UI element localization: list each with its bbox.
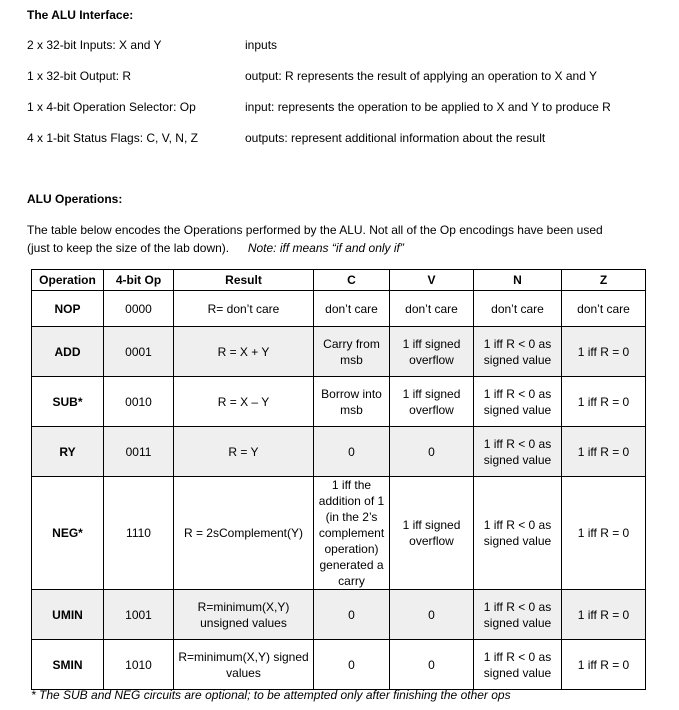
- operations-intro-line1: The table below encodes the Operations performed by the ALU. Not all of the Op encodings have been used: [27, 223, 603, 237]
- table-row: [32, 291, 646, 327]
- row-op-code: 1010: [104, 640, 174, 690]
- header-result: Result: [174, 270, 314, 291]
- row-flag-z: 1 iff R = 0: [562, 477, 646, 590]
- row-flag-c: 0: [314, 640, 390, 690]
- row-flag-c: 0: [314, 590, 390, 640]
- operations-table: [31, 269, 646, 690]
- row-flag-v: 1 iff signed overflow: [390, 477, 474, 590]
- table-row: [32, 640, 646, 690]
- row-operation: SMIN: [32, 640, 104, 690]
- row-op-code: 0001: [104, 327, 174, 377]
- operations-intro-text: (just to keep the size of the lab down).: [27, 241, 230, 255]
- row-result: R = 2sComplement(Y): [174, 477, 314, 590]
- row-flag-n: 1 iff R < 0 as signed value: [474, 427, 562, 477]
- row-result: R=minimum(X,Y) unsigned values: [174, 590, 314, 640]
- row-flag-v: 0: [390, 590, 474, 640]
- operations-intro-line2: [27, 241, 404, 255]
- row-result: R= don’t care: [174, 291, 314, 327]
- row-op-code: 0010: [104, 377, 174, 427]
- row-flag-c: Carry from msb: [314, 327, 390, 377]
- row-operation: SUB*: [32, 377, 104, 427]
- row-flag-n: 1 iff R < 0 as signed value: [474, 377, 562, 427]
- row-flag-z: 1 iff R = 0: [562, 640, 646, 690]
- row-flag-c: 0: [314, 427, 390, 477]
- row-operation: UMIN: [32, 590, 104, 640]
- interface-label-inputs: 2 x 32-bit Inputs: X and Y: [27, 38, 162, 52]
- row-flag-c: Borrow into msb: [314, 377, 390, 427]
- interface-desc-selector: input: represents the operation to be applied to X and Y to produce R: [245, 100, 611, 114]
- row-flag-c: 1 iff the addition of 1 (in the 2’s complement operation) generated a carry: [314, 477, 390, 590]
- interface-desc-output: output: R represents the result of applying an operation to X and Y: [245, 69, 598, 83]
- row-result: R=minimum(X,Y) signed values: [174, 640, 314, 690]
- footnote: * The SUB and NEG circuits are optional; to be attempted only after finishing the other ops: [31, 688, 511, 702]
- row-flag-n: 1 iff R < 0 as signed value: [474, 590, 562, 640]
- row-flag-v: 0: [390, 640, 474, 690]
- table-header-row: [32, 270, 646, 291]
- row-op-code: 0011: [104, 427, 174, 477]
- row-operation: NEG*: [32, 477, 104, 590]
- header-z: Z: [562, 270, 646, 291]
- row-operation: RY: [32, 427, 104, 477]
- row-flag-v: 1 iff signed overflow: [390, 327, 474, 377]
- row-operation: NOP: [32, 291, 104, 327]
- header-v: V: [390, 270, 474, 291]
- table-row: [32, 327, 646, 377]
- header-n: N: [474, 270, 562, 291]
- row-op-code: 1110: [104, 477, 174, 590]
- interface-title: The ALU Interface:: [27, 8, 134, 22]
- interface-label-selector: 1 x 4-bit Operation Selector: Op: [27, 100, 196, 114]
- row-flag-v: 0: [390, 427, 474, 477]
- table-row: [32, 590, 646, 640]
- row-flag-n: 1 iff R < 0 as signed value: [474, 477, 562, 590]
- table-row: [32, 427, 646, 477]
- row-flag-z: 1 iff R = 0: [562, 327, 646, 377]
- row-flag-n: 1 iff R < 0 as signed value: [474, 640, 562, 690]
- row-flag-n: 1 iff R < 0 as signed value: [474, 327, 562, 377]
- row-result: R = X – Y: [174, 377, 314, 427]
- interface-desc-inputs: inputs: [245, 38, 278, 52]
- header-c: C: [314, 270, 390, 291]
- row-flag-v: 1 iff signed overflow: [390, 377, 474, 427]
- row-flag-n: don’t care: [474, 291, 562, 327]
- row-result: R = Y: [174, 427, 314, 477]
- row-op-code: 0000: [104, 291, 174, 327]
- row-flag-c: don’t care: [314, 291, 390, 327]
- row-flag-z: 1 iff R = 0: [562, 427, 646, 477]
- row-flag-z: don’t care: [562, 291, 646, 327]
- table-row: [32, 477, 646, 590]
- table-row: [32, 377, 646, 427]
- interface-label-flags: 4 x 1-bit Status Flags: C, V, N, Z: [27, 131, 198, 145]
- header-operation: Operation: [32, 270, 104, 291]
- row-result: R = X + Y: [174, 327, 314, 377]
- header-op-code: 4-bit Op: [104, 270, 174, 291]
- row-flag-z: 1 iff R = 0: [562, 377, 646, 427]
- row-flag-z: 1 iff R = 0: [562, 590, 646, 640]
- row-op-code: 1001: [104, 590, 174, 640]
- interface-label-output: 1 x 32-bit Output: R: [27, 69, 132, 83]
- row-operation: ADD: [32, 327, 104, 377]
- row-flag-v: don’t care: [390, 291, 474, 327]
- operations-note: Note: iff means “if and only if”: [247, 241, 404, 255]
- interface-desc-flags: outputs: represent additional information about the result: [245, 131, 546, 145]
- operations-title: ALU Operations:: [27, 192, 123, 206]
